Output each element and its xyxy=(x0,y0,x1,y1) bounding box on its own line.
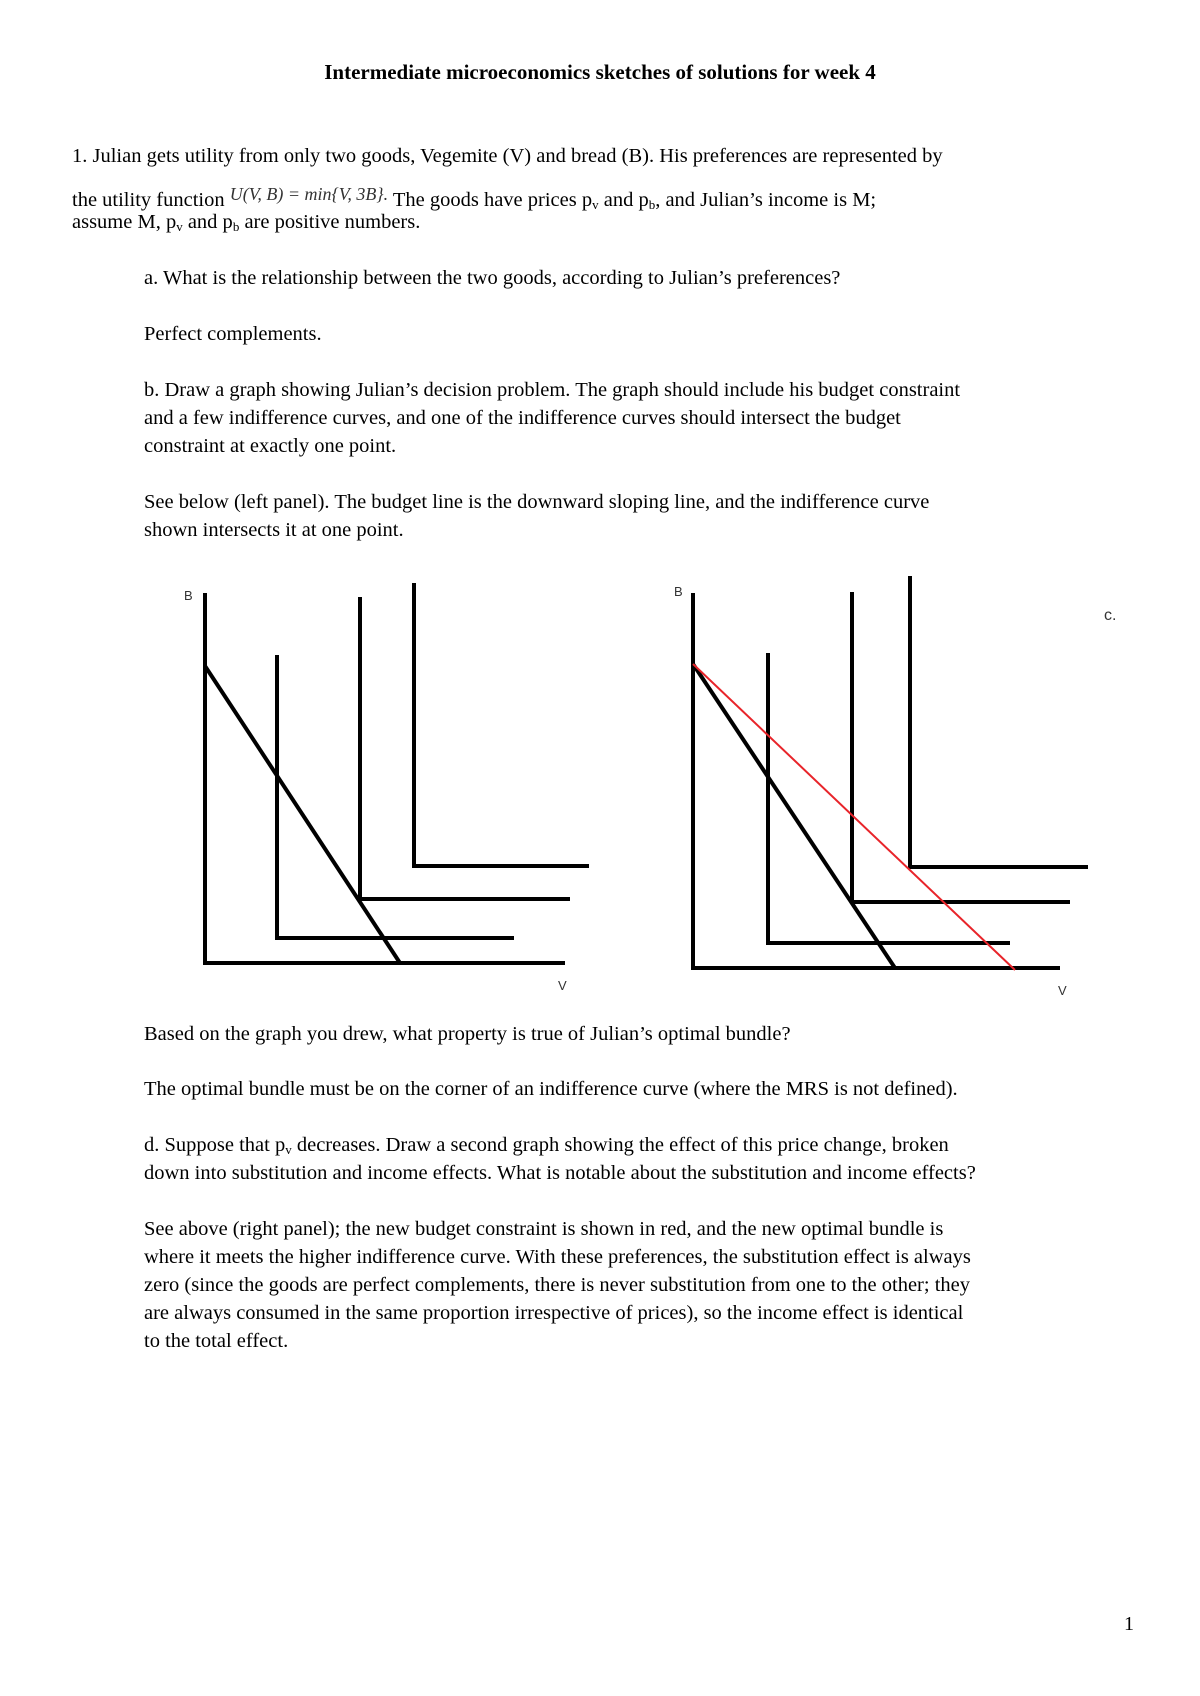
right-original-budget-line xyxy=(693,664,895,968)
left-indifference-curve-2 xyxy=(360,597,570,899)
right-axes xyxy=(693,593,1060,968)
right-x-axis-label: V xyxy=(1058,983,1067,998)
page-number: 1 xyxy=(1124,1613,1134,1635)
right-indifference-curve-3 xyxy=(910,576,1088,867)
answer-b-line1: See below (left panel). The budget line is the downward sloping line, and the indifference curve xyxy=(144,491,930,513)
left-x-axis-label: V xyxy=(558,978,567,993)
subscript-v: v xyxy=(285,1142,292,1157)
q1-text: and p xyxy=(598,189,649,211)
q1-text: assume M, p xyxy=(72,211,177,233)
part-c-label: c. xyxy=(1104,607,1117,624)
left-graph xyxy=(205,583,589,963)
answer-c: The optimal bundle must be on the corner of an indifference curve (where the MRS is not defined). xyxy=(144,1078,958,1100)
qd-text: decreases. Draw a second graph showing the effect of this price change, broken xyxy=(291,1134,949,1156)
page-title: Intermediate microeconomics sketches of solutions for week 4 xyxy=(324,60,876,84)
right-indifference-curve-2 xyxy=(852,592,1070,902)
right-graph xyxy=(693,576,1088,968)
subscript-v: v xyxy=(176,219,183,234)
question-b-line1: b. Draw a graph showing Julian’s decision problem. The graph should include his budget constraint xyxy=(144,379,961,401)
answer-d-line1: See above (right panel); the new budget constraint is shown in red, and the new optimal bundle is xyxy=(144,1218,944,1240)
answer-d-line4: are always consumed in the same proportion irrespective of prices), so the income effect is identical xyxy=(144,1302,964,1324)
left-budget-line xyxy=(205,666,400,963)
q1-line1: 1. Julian gets utility from only two goods, Vegemite (V) and bread (B). His preferences are represented by xyxy=(72,145,943,167)
q1-line2-pre: the utility function xyxy=(72,189,230,211)
right-y-axis-label: B xyxy=(674,584,683,599)
subscript-v: v xyxy=(592,197,599,212)
answer-d-line5: to the total effect. xyxy=(144,1330,289,1352)
left-indifference-curve-3 xyxy=(414,583,589,866)
q1-text: , and Julian’s income is M; xyxy=(655,189,877,211)
question-b-line2: and a few indifference curves, and one of the indifference curves should intersect the budget xyxy=(144,407,901,429)
question-b-line3: constraint at exactly one point. xyxy=(144,435,397,457)
subscript-b: b xyxy=(648,197,656,212)
answer-b-line2: shown intersects it at one point. xyxy=(144,519,404,541)
left-y-axis-label: B xyxy=(184,588,193,603)
q1-line3 xyxy=(72,208,420,241)
question-a: a. What is the relationship between the two goods, according to Julian’s preferences? xyxy=(144,267,841,289)
left-indifference-curve-1 xyxy=(277,655,514,938)
utility-formula: U(V, B) = min{V, 3B}. xyxy=(229,184,389,204)
answer-d-line3: zero (since the goods are perfect complements, there is never substitution from one to the other; they xyxy=(144,1274,970,1296)
right-indifference-curve-1 xyxy=(768,653,1010,943)
question-d-line2: down into substitution and income effects. What is notable about the substitution and income effects? xyxy=(144,1162,976,1184)
question-c: Based on the graph you drew, what property is true of Julian’s optimal bundle? xyxy=(144,1023,791,1045)
graphs-figure xyxy=(0,570,1200,1010)
answer-d-line2: where it meets the higher indifference curve. With these preferences, the substitution effect is always xyxy=(144,1246,971,1268)
q1-text: and p xyxy=(182,211,233,233)
qd-text: d. Suppose that p xyxy=(144,1134,286,1156)
subscript-b: b xyxy=(232,219,240,234)
q1-text: The goods have prices p xyxy=(388,189,593,211)
left-axes xyxy=(205,593,565,963)
q1-text: are positive numbers. xyxy=(239,211,421,233)
answer-a: Perfect complements. xyxy=(144,323,322,345)
